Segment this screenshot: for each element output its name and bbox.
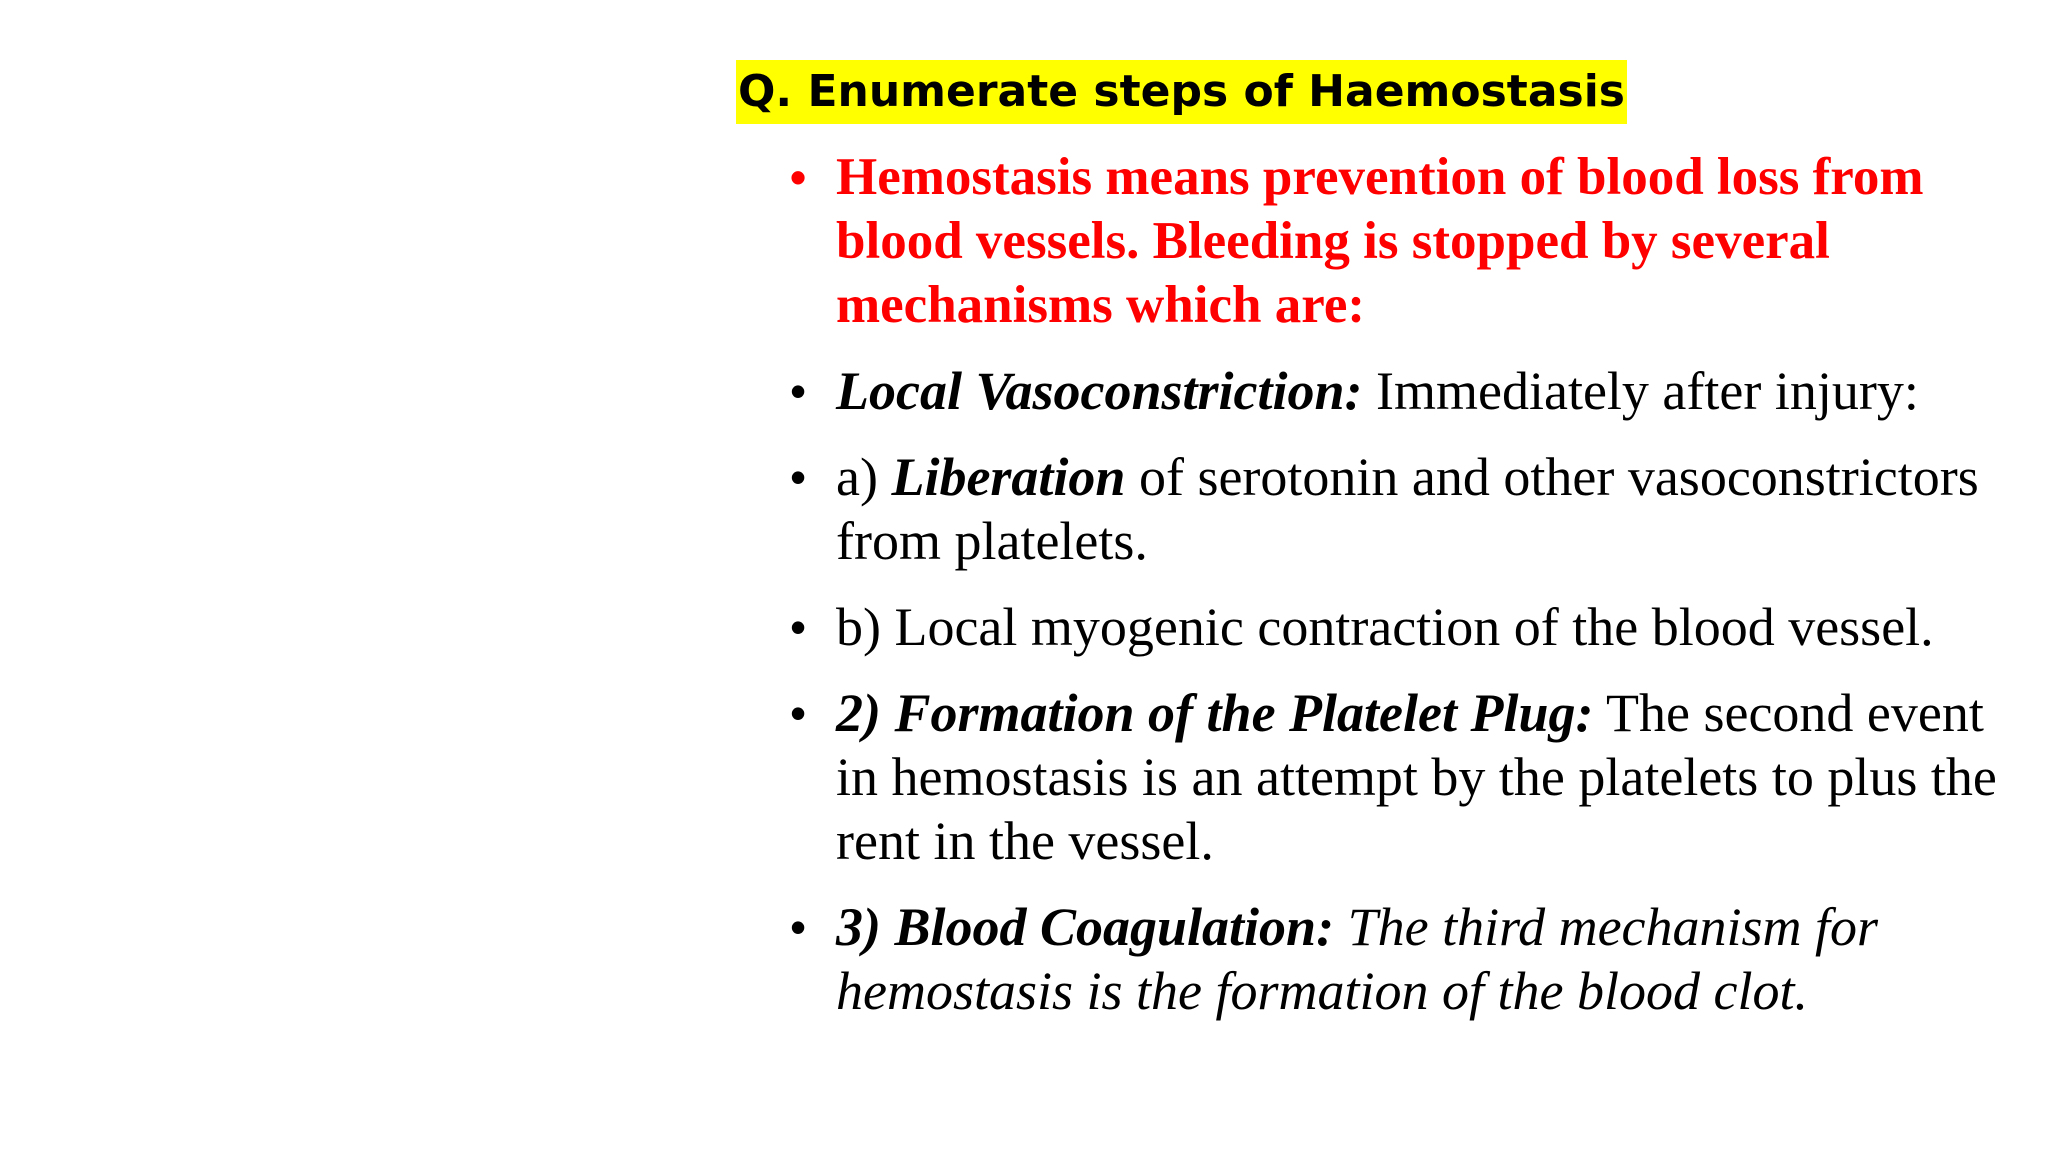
bullet-list bbox=[790, 145, 2010, 1045]
slide-title: Q. Enumerate steps of Haemostasis bbox=[736, 60, 1627, 124]
bullet-myogenic bbox=[790, 595, 2010, 659]
bullet-icon: • bbox=[790, 365, 807, 417]
bullet-icon: • bbox=[790, 687, 807, 739]
coagulation-text: The third mechanism for hemostasis is the formation of the blood clot. bbox=[836, 897, 1879, 1021]
liberation-text: of serotonin and other vasoconstrictors from platelets. bbox=[836, 447, 1979, 571]
myogenic-text: b) Local myogenic contraction of the blood vessel. bbox=[836, 597, 1934, 657]
bullet-intro bbox=[790, 145, 2010, 337]
vasoconstriction-heading: Local Vasoconstriction: bbox=[836, 361, 1363, 421]
bullet-vasoconstriction bbox=[790, 359, 2010, 423]
liberation-prefix: a) bbox=[836, 447, 892, 507]
bullet-liberation bbox=[790, 445, 2010, 573]
bullet-icon: • bbox=[790, 451, 807, 503]
intro-text: Hemostasis means prevention of blood loss from blood vessels. Bleeding is stopped by several mechanisms which are: bbox=[836, 148, 1924, 334]
bullet-coagulation bbox=[790, 895, 2010, 1023]
bullet-icon: • bbox=[790, 151, 807, 203]
coagulation-heading: 3) Blood Coagulation: bbox=[836, 897, 1335, 957]
bullet-icon: • bbox=[790, 601, 807, 653]
platelet-plug-text: The second event in hemostasis is an attempt by the platelets to plus the rent in the vessel. bbox=[836, 683, 1997, 871]
bullet-platelet-plug bbox=[790, 681, 2010, 873]
vasoconstriction-text: Immediately after injury: bbox=[1362, 361, 1919, 421]
liberation-heading: Liberation bbox=[891, 447, 1126, 507]
platelet-plug-heading: 2) Formation of the Platelet Plug: bbox=[836, 683, 1594, 743]
bullet-icon: • bbox=[790, 901, 807, 953]
